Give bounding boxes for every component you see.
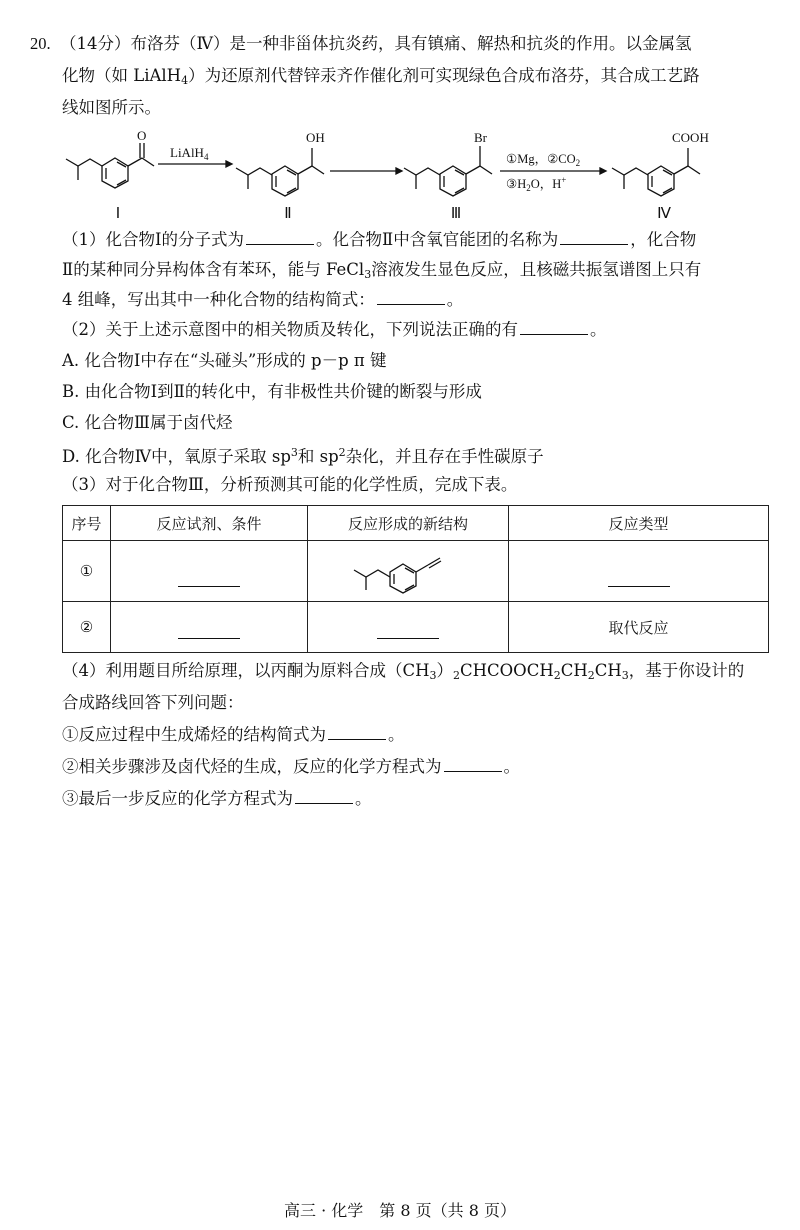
table-header: 序号 xyxy=(63,506,111,541)
reagent-step3-top: ①Mg，$②CO_2$ xyxy=(506,152,581,168)
answer-blank[interactable] xyxy=(608,570,670,587)
compound-label-4: Ⅳ xyxy=(657,206,671,222)
question-intro-line1: 20. （14分）布洛芬（Ⅳ）是一种非甾体抗炎药，具有镇痛、解热和抗炎的作用。以金属氢 xyxy=(30,30,780,58)
q4-step2: ②相关步骤涉及卤代烃的生成，反应的化学方程式为 。 xyxy=(62,757,520,776)
answer-blank[interactable] xyxy=(444,757,502,772)
table-row xyxy=(63,541,769,602)
row-number: ② xyxy=(63,602,111,653)
question-intro-line3: 线如图所示。 xyxy=(62,98,161,117)
q4-line2: 合成路线回答下列问题： xyxy=(62,693,244,712)
reagent-cell[interactable] xyxy=(111,602,308,653)
answer-blank[interactable] xyxy=(328,725,386,740)
label-carboxyl: COOH xyxy=(672,130,709,145)
q3-stem: （3）对于化合物Ⅲ，分析预测其可能的化学性质，完成下表。 xyxy=(62,475,518,494)
q4-step1: ①反应过程中生成烯烃的结构简式为 。 xyxy=(62,725,405,744)
table-row xyxy=(63,602,769,653)
reagent-cell[interactable] xyxy=(111,541,308,602)
q1-line3: 4 组峰，写出其中一种化合物的结构简式： 。 xyxy=(62,290,464,309)
row-number: ① xyxy=(63,541,111,602)
label-bromine: Br xyxy=(474,130,487,145)
q4-line1: （4）利用题目所给原理，以丙酮为原料合成$(CH_3)_2CHCOOCH_2CH_2CH_3$，基于你设计的 xyxy=(62,661,745,682)
q2-option-c: C. 化合物Ⅲ属于卤代烃 xyxy=(62,413,233,432)
answer-blank[interactable] xyxy=(377,290,445,305)
synthesis-scheme xyxy=(60,126,760,230)
reaction-type-cell[interactable] xyxy=(509,541,769,602)
answer-blank[interactable] xyxy=(295,789,353,804)
q4-step3: ③最后一步反应的化学方程式为 。 xyxy=(62,789,372,808)
compound-label-2: Ⅱ xyxy=(284,206,292,222)
q1-line1: （1）化合物Ⅰ的分子式为 。化合物Ⅱ中含氧官能团的名称为 ，化合物 xyxy=(62,230,697,249)
compound-3-structure xyxy=(404,146,492,196)
table-header: 反应试剂、条件 xyxy=(111,506,308,541)
table-header: 反应形成的新结构 xyxy=(308,506,509,541)
page-footer: 高三 · 化学 第 8 页（共 8 页） xyxy=(284,1201,516,1220)
compound-2-structure xyxy=(236,148,324,196)
answer-blank[interactable] xyxy=(246,230,314,245)
label-hydroxyl: OH xyxy=(306,130,325,145)
structure-cell[interactable] xyxy=(308,602,509,653)
q2-option-b: B. 由化合物Ⅰ到Ⅱ的转化中，有非极性共价键的断裂与形成 xyxy=(62,382,482,401)
compound-1-structure xyxy=(66,143,154,188)
answer-blank[interactable] xyxy=(377,622,439,639)
question-intro-line2: 化物（如 LiAlH$_4$）为还原剂代替锌汞齐作催化剂可实现绿色合成布洛芬，其合成工艺路 xyxy=(62,66,700,87)
answer-blank[interactable] xyxy=(178,622,240,639)
answer-blank[interactable] xyxy=(178,570,240,587)
answer-blank[interactable] xyxy=(560,230,628,245)
q1-line2: Ⅱ的某种同分异构体含有苯环，能与 FeCl$_3$溶液发生显色反应，且核磁共振氢谱图上只有 xyxy=(62,260,702,281)
compound-label-1: Ⅰ xyxy=(115,206,121,222)
property-table xyxy=(62,505,769,653)
compound-label-3: Ⅲ xyxy=(450,206,462,222)
table-header-row xyxy=(63,506,769,541)
answer-blank[interactable] xyxy=(520,320,588,335)
styrene-derivative-structure xyxy=(348,544,468,594)
reagent-lialh4: LiAlH$_4$ xyxy=(170,145,209,162)
q2-option-a: A. 化合物Ⅰ中存在“头碰头”形成的 p－p π 键 xyxy=(62,351,387,370)
structure-cell xyxy=(308,541,509,602)
compound-4-structure xyxy=(612,148,700,196)
q2-stem: （2）关于上述示意图中的相关物质及转化，下列说法正确的有 。 xyxy=(62,320,607,339)
question-number: 20. xyxy=(30,34,51,53)
q2-option-d: D. 化合物Ⅳ中，氧原子采取 $sp^3$和 $sp^2$杂化，并且存在手性碳原子 xyxy=(62,446,544,466)
reagent-step3-bottom: $③H_2O$，H+ xyxy=(506,175,567,193)
reaction-type-cell: 取代反应 xyxy=(509,602,769,653)
table-header: 反应类型 xyxy=(509,506,769,541)
label-carbonyl-o: O xyxy=(137,128,147,143)
